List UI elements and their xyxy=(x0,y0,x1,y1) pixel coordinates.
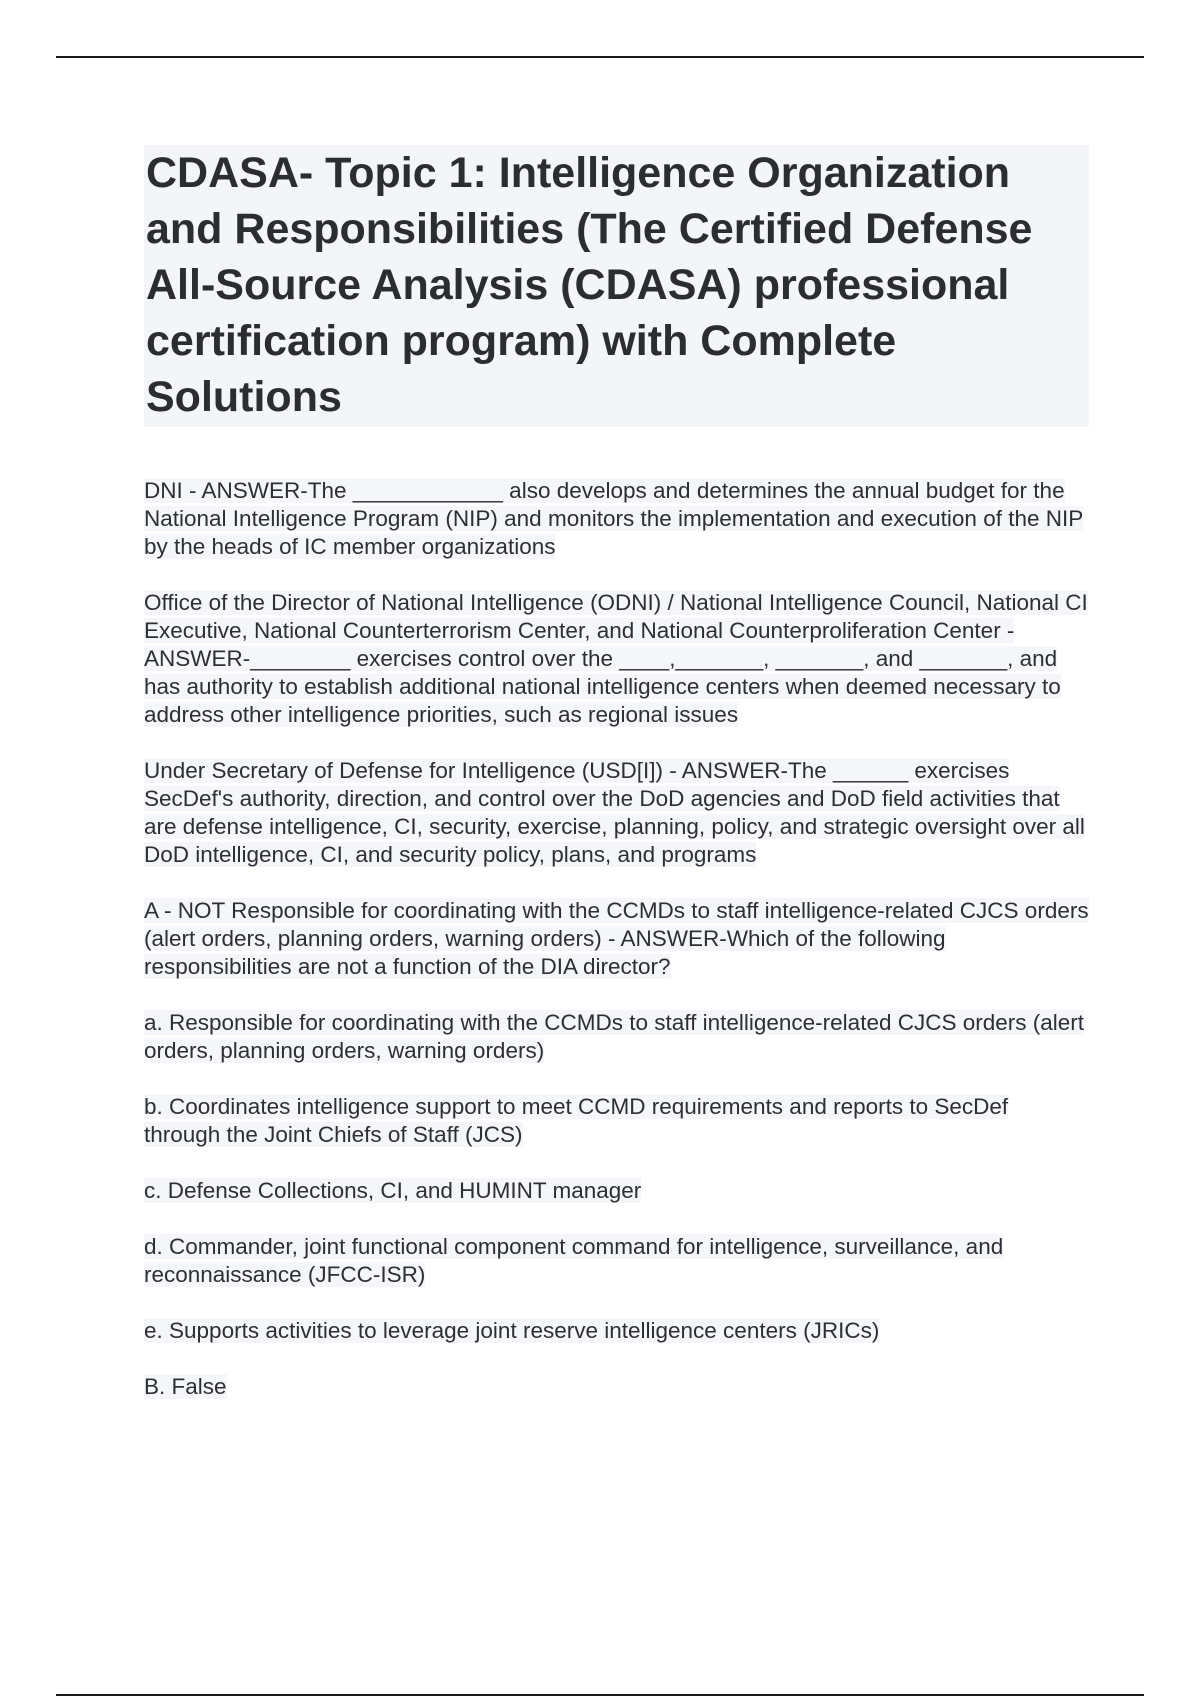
answer-option-e xyxy=(144,1317,1089,1345)
option-e-text: e. Supports activities to leverage joint reserve intelligence centers (JRICs) xyxy=(144,1318,880,1343)
qa-text-2: Office of the Director of National Intelligence (ODNI) / National Intelligence Council, National CI Executive, National Counterterrorism Center, and National Counterproliferation Center - ANSWER-________ exercises control over the ____,_______, _______, and _______, and has authority to establish additional national intelligence centers when deemed necessary to address other intelligence priorities, such as regional issues xyxy=(144,590,1088,727)
qa-paragraph-1 xyxy=(144,477,1089,561)
final-answer xyxy=(144,1373,1089,1401)
qa-paragraph-2 xyxy=(144,589,1089,729)
answer-option-a xyxy=(144,1009,1089,1065)
option-b-text: b. Coordinates intelligence support to meet CCMD requirements and reports to SecDef through the Joint Chiefs of Staff (JCS) xyxy=(144,1094,1009,1147)
bottom-rule xyxy=(56,1694,1144,1696)
document-title: CDASA- Topic 1: Intelligence Organization and Responsibilities (The Certified Defense All-Source Analysis (CDASA) professional certification program) with Complete Solutions xyxy=(144,145,1089,427)
qa-paragraph-4 xyxy=(144,897,1089,981)
qa-text-4: A - NOT Responsible for coordinating with the CCMDs to staff intelligence-related CJCS orders (alert orders, planning orders, warning orders) - ANSWER-Which of the following responsibilities are not a function of the DIA director? xyxy=(144,898,1089,979)
qa-paragraph-3 xyxy=(144,757,1089,869)
final-answer-text: B. False xyxy=(144,1374,227,1399)
option-c-text: c. Defense Collections, CI, and HUMINT manager xyxy=(144,1178,642,1203)
document-body xyxy=(144,145,1089,1429)
option-a-text: a. Responsible for coordinating with the CCMDs to staff intelligence-related CJCS orders (alert orders, planning orders, warning orders) xyxy=(144,1010,1085,1063)
qa-text-1: DNI - ANSWER-The ____________ also develops and determines the annual budget for the National Intelligence Program (NIP) and monitors the implementation and execution of the NIP by the heads of IC member organizations xyxy=(144,478,1084,559)
answer-option-c xyxy=(144,1177,1089,1205)
answer-option-b xyxy=(144,1093,1089,1149)
top-rule xyxy=(56,56,1144,58)
answer-option-d xyxy=(144,1233,1089,1289)
qa-text-3: Under Secretary of Defense for Intelligence (USD[I]) - ANSWER-The ______ exercises SecDef's authority, direction, and control over the DoD agencies and DoD field activities that are defense intelligence, CI, security, exercise, planning, policy, and strategic oversight over all DoD intelligence, CI, and security policy, plans, and programs xyxy=(144,758,1085,867)
option-d-text: d. Commander, joint functional component command for intelligence, surveillance, and reconnaissance (JFCC-ISR) xyxy=(144,1234,1004,1287)
qa-list xyxy=(144,477,1089,1401)
